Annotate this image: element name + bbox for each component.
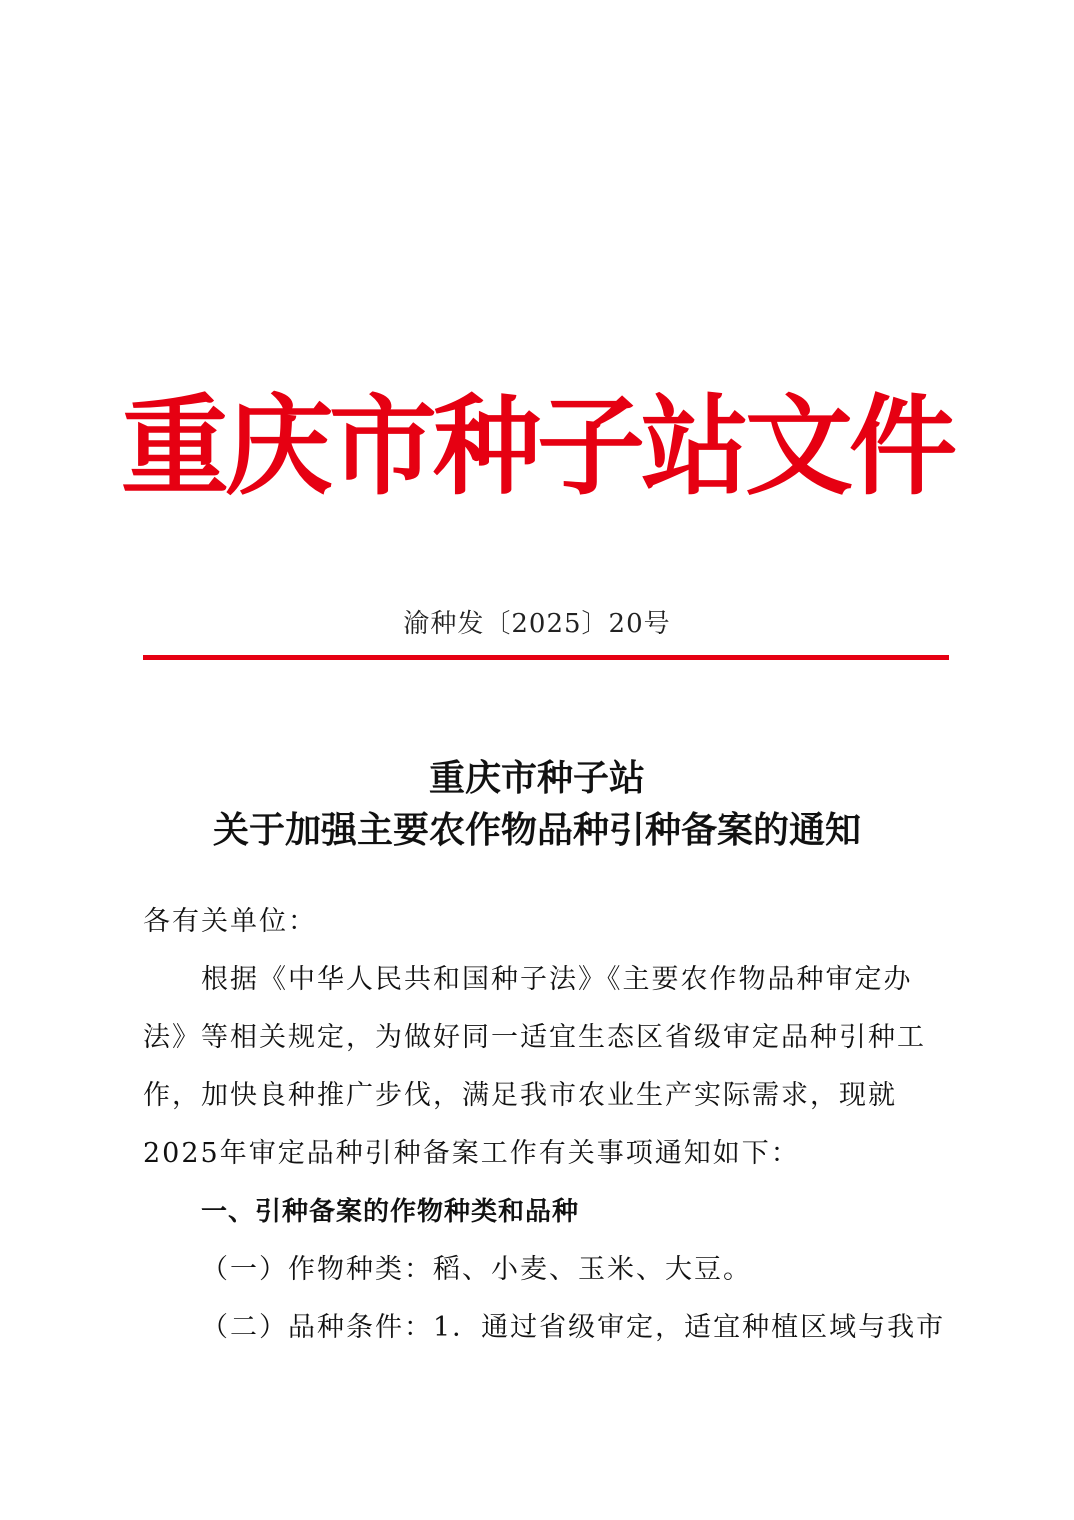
document-masthead: 重庆市种子站文件: [120, 384, 953, 510]
salutation: 各有关单位：: [143, 906, 317, 937]
body-paragraph: 根据《中华人民共和国种子法》《主要农作物品种审定办法》等相关规定，为做好同一适宜生态区省级审定品种引种工作，加快良种推广步伐，满足我市农业生产实际需求，现就2025年审定品种引种备案工作有关事项通知如下：: [143, 964, 926, 1169]
document-number: 渝种发〔2025〕20号: [403, 609, 671, 639]
document-body: [143, 893, 949, 1357]
section-heading: 一、引种备案的作物种类和品种: [201, 1197, 580, 1227]
notice-title: [0, 752, 1074, 856]
list-item: （一）作物种类：稻、小麦、玉米、大豆。: [201, 1254, 752, 1285]
list-item: （二）品种条件：1．通过省级审定，适宜种植区域与我市: [201, 1312, 946, 1343]
red-divider-line: [143, 655, 949, 660]
notice-title-line-1: 重庆市种子站: [428, 757, 645, 799]
notice-title-line-2: 关于加强主要农作物品种引种备案的通知: [212, 809, 861, 851]
